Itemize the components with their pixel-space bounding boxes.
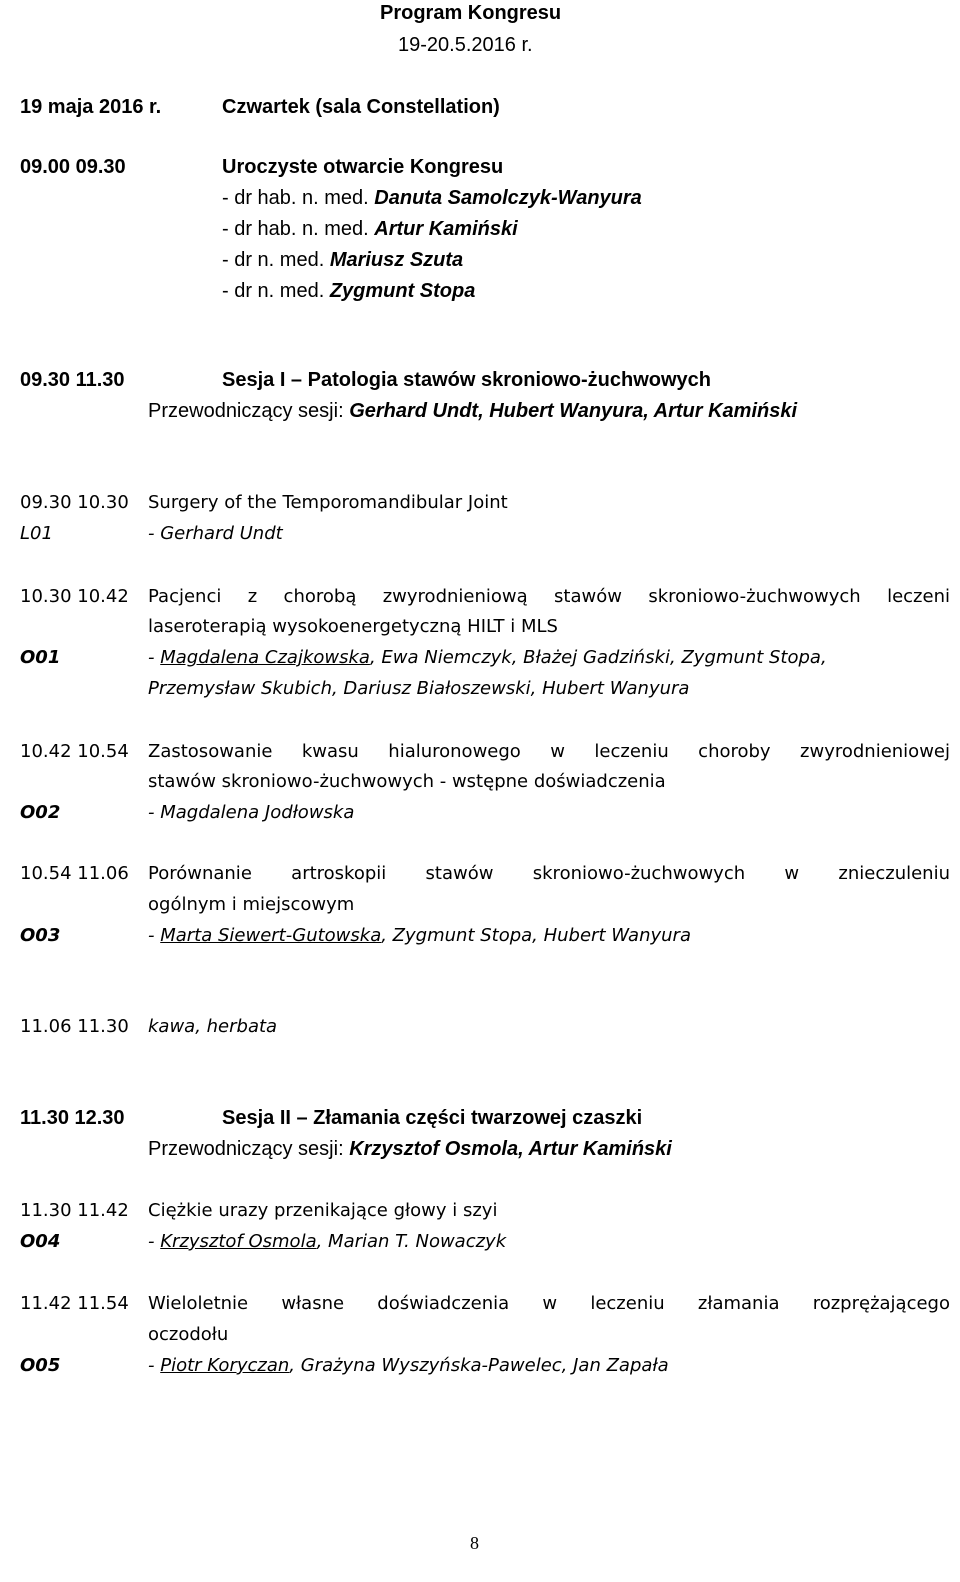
talk-title-cont: stawów skroniowo-żuchwowych - wstępne doświadczenia <box>148 771 666 792</box>
talk-authors: - Piotr Koryczan, Grażyna Wyszyńska-Pawelec, Jan Zapała <box>148 1355 669 1376</box>
talk-authors: - Marta Siewert-Gutowska, Zygmunt Stopa, Hubert Wanyura <box>148 925 691 946</box>
opening-time: 09.00 09.30 <box>20 156 126 178</box>
talk-authors: - Gerhard Undt <box>148 523 283 544</box>
talk-authors: - Krzysztof Osmola, Marian T. Nowaczyk <box>148 1231 507 1252</box>
talk-title-cont: ogólnym i miejscowym <box>148 894 355 915</box>
talk-authors: - Magdalena Czajkowska, Ewa Niemczyk, Błażej Gadziński, Zygmunt Stopa, <box>148 647 827 668</box>
day-date: 19 maja 2016 r. <box>20 96 162 118</box>
talk-time: 10.30 10.42 <box>20 586 129 607</box>
talk-title: Pacjenci z chorobą zwyrodnieniową stawów skroniowo-żuchwowych leczeni <box>148 586 950 607</box>
session2-time: 11.30 12.30 <box>20 1107 125 1129</box>
opening-speaker: - dr n. med. Mariusz Szuta <box>222 249 464 271</box>
talk-title-cont: laseroterapią wysokoenergetyczną HILT i MLS <box>148 616 558 637</box>
session1-time: 09.30 11.30 <box>20 369 125 391</box>
opening-speaker: - dr hab. n. med. Artur Kamiński <box>222 218 518 240</box>
talk-time: 11.42 11.54 <box>20 1293 129 1314</box>
talk-code: O03 <box>20 925 61 946</box>
opening-speaker: - dr n. med. Zygmunt Stopa <box>222 280 476 302</box>
opening-speaker: - dr hab. n. med. Danuta Samolczyk-Wanyura <box>222 187 642 209</box>
session1-chairs: Przewodniczący sesji: Gerhard Undt, Hubert Wanyura, Artur Kamiński <box>148 400 798 422</box>
session2-chairs: Przewodniczący sesji: Krzysztof Osmola, Artur Kamiński <box>148 1138 672 1160</box>
talk-title: Ciężkie urazy przenikające głowy i szyi <box>148 1200 498 1221</box>
opening-title: Uroczyste otwarcie Kongresu <box>222 156 504 178</box>
talk-title: Surgery of the Temporomandibular Joint <box>148 492 508 513</box>
talk-title: Porównanie artroskopii stawów skroniowo-żuchwowych w znieczuleniu <box>148 863 950 884</box>
program-dates: 19-20.5.2016 r. <box>398 34 533 56</box>
talk-time: 09.30 10.30 <box>20 492 129 513</box>
talk-title-cont: oczodołu <box>148 1324 229 1345</box>
talk-code: L01 <box>20 523 53 544</box>
talk-title: Wieloletnie własne doświadczenia w leczeniu złamania rozprężającego <box>148 1293 950 1314</box>
break-text: kawa, herbata <box>148 1016 278 1037</box>
talk-time: 10.54 11.06 <box>20 863 129 884</box>
talk-authors: - Magdalena Jodłowska <box>148 802 355 823</box>
talk-time: 11.30 11.42 <box>20 1200 129 1221</box>
page-number: 8 <box>470 1533 479 1553</box>
talk-authors-cont: Przemysław Skubich, Dariusz Białoszewski, Hubert Wanyura <box>148 678 690 699</box>
talk-code: O02 <box>20 802 61 823</box>
talk-code: O01 <box>20 647 61 668</box>
talk-title: Zastosowanie kwasu hialuronowego w leczeniu choroby zwyrodnieniowej <box>148 741 950 762</box>
program-title: Program Kongresu <box>380 2 562 24</box>
talk-code: O04 <box>20 1231 61 1252</box>
session1-title: Sesja I – Patologia stawów skroniowo-żuchwowych <box>222 369 711 391</box>
session2-title: Sesja II – Złamania części twarzowej czaszki <box>222 1107 643 1129</box>
break-time: 11.06 11.30 <box>20 1016 129 1037</box>
day-venue: Czwartek (sala Constellation) <box>222 96 500 118</box>
talk-code: O05 <box>20 1355 61 1376</box>
talk-time: 10.42 10.54 <box>20 741 129 762</box>
